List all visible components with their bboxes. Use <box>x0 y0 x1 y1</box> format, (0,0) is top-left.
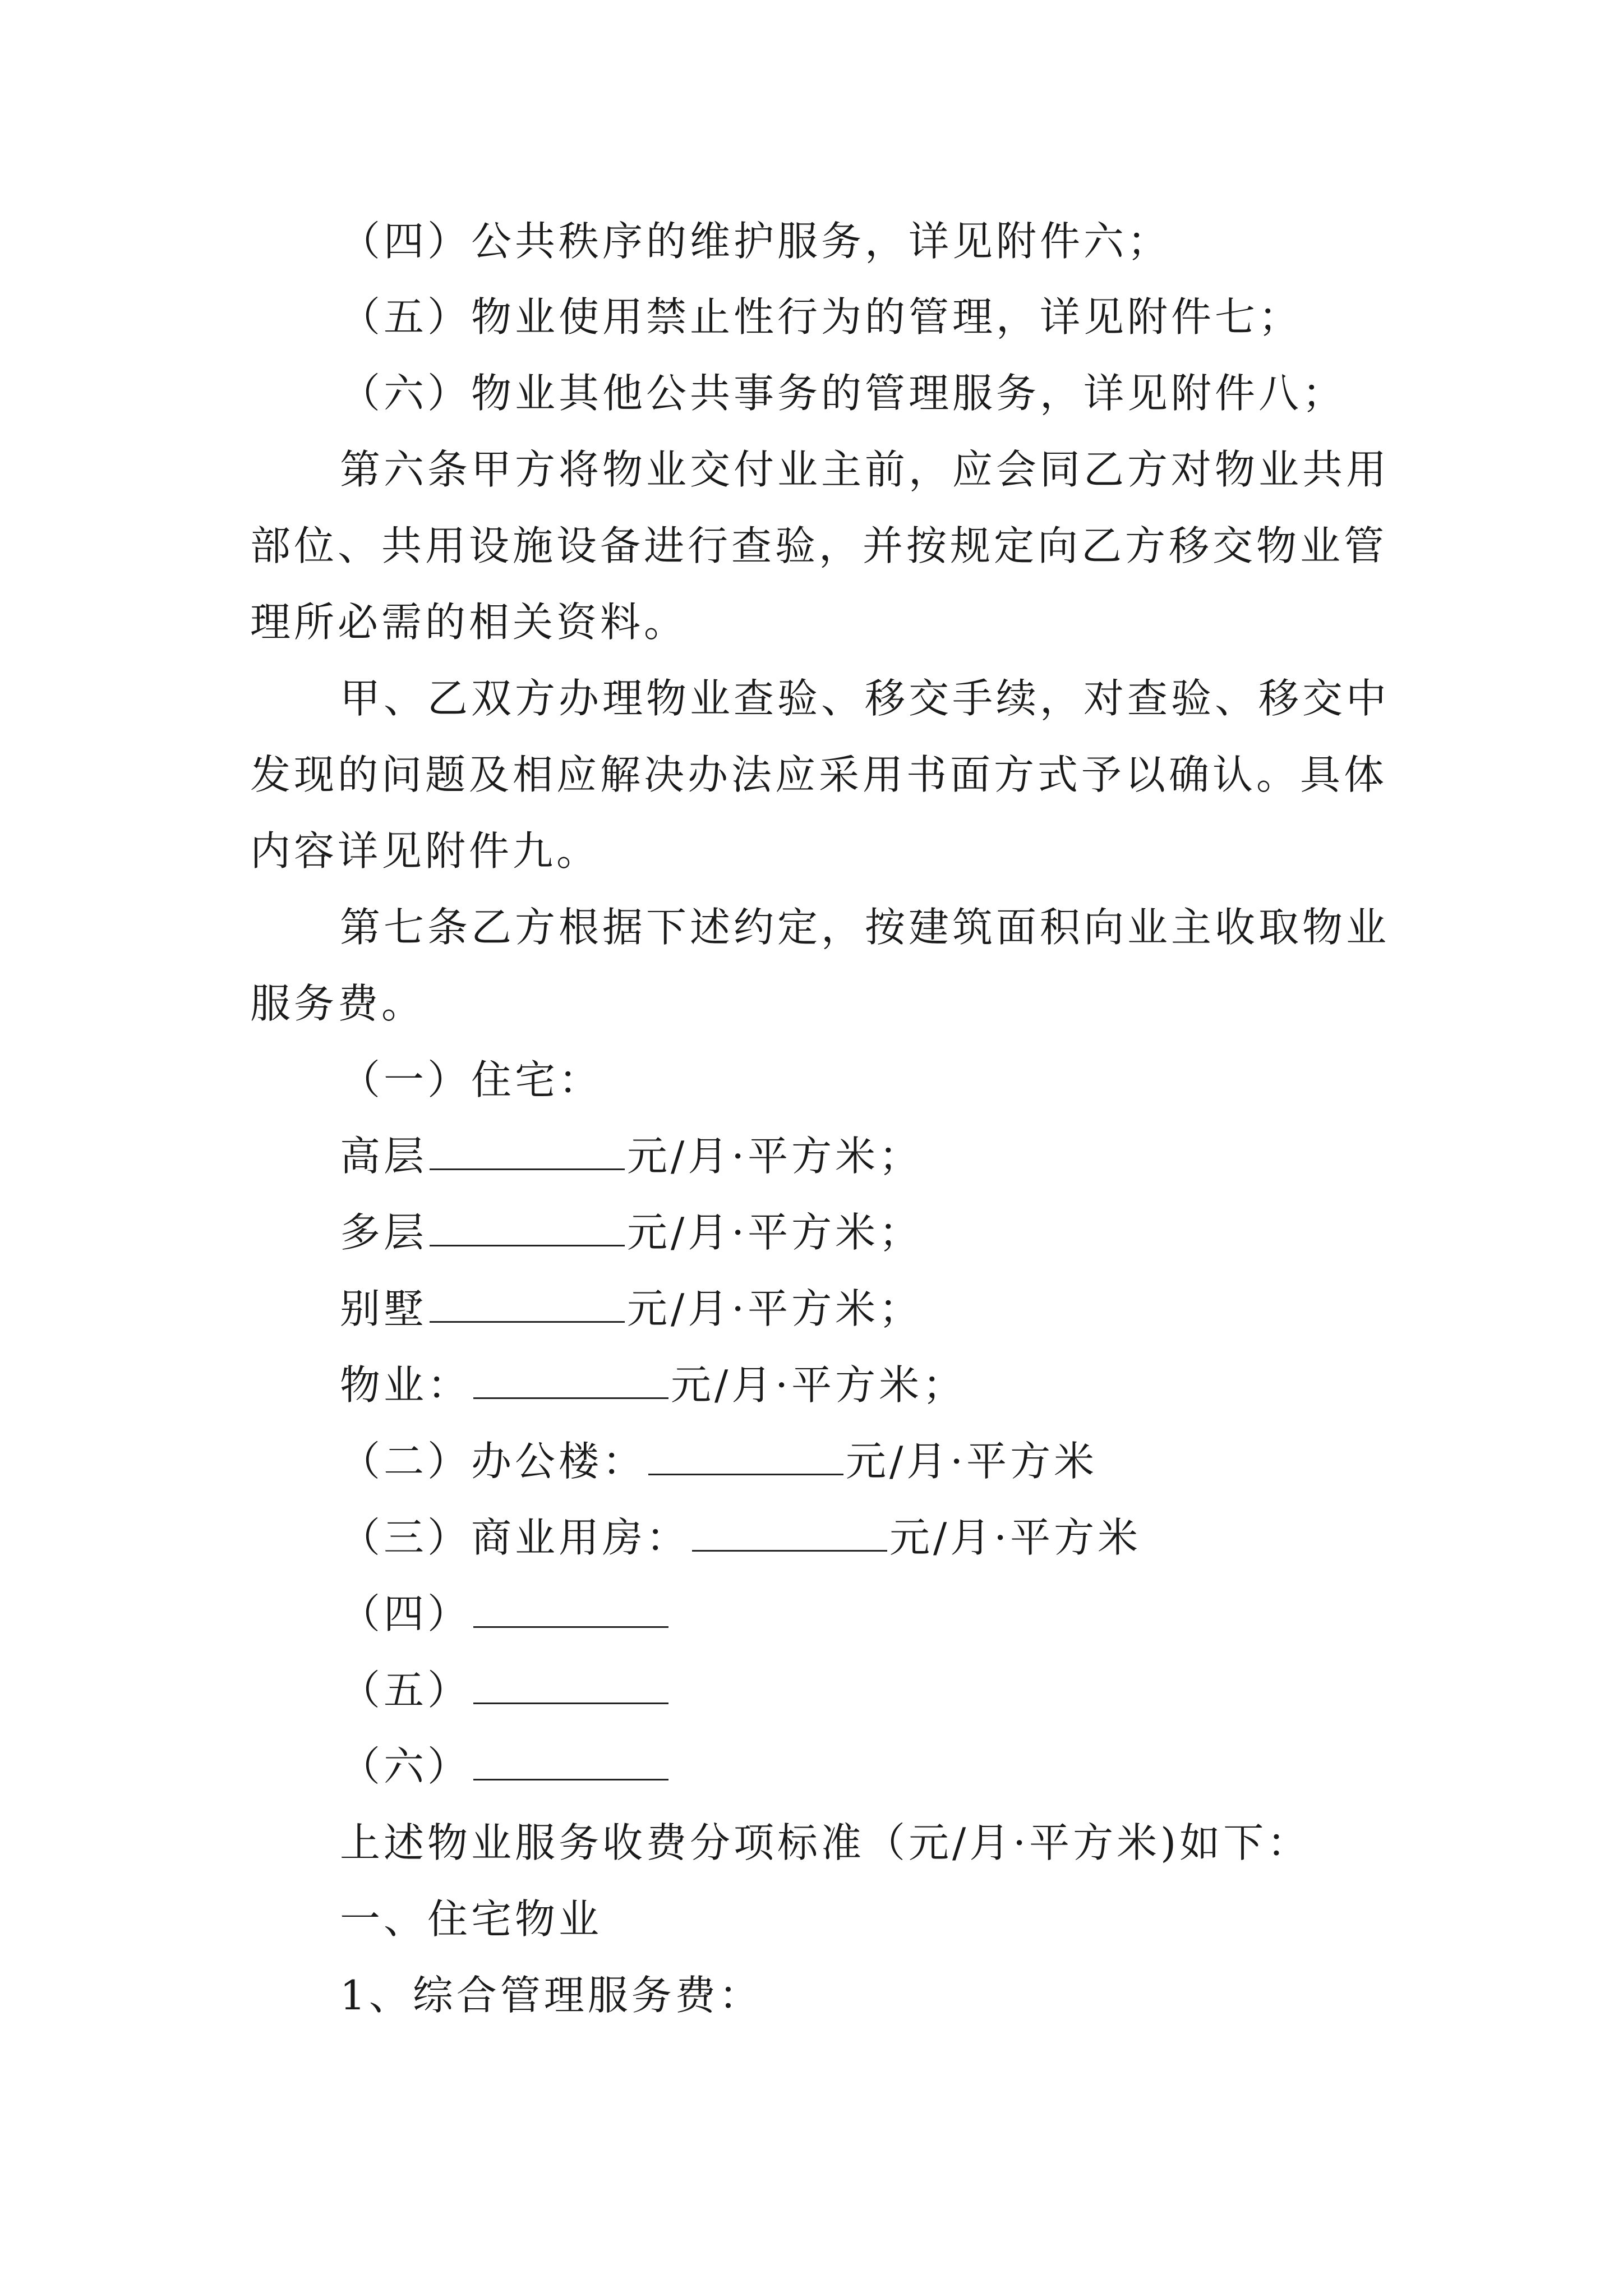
fill-blank <box>430 1127 625 1170</box>
fee-row <box>340 1125 923 1187</box>
fee-unit: 元/月·平方米； <box>671 1361 967 1409</box>
fee-row <box>340 1202 923 1263</box>
fill-blank <box>692 1508 887 1552</box>
item-label: （四） <box>340 1590 472 1637</box>
fee-label: （二）办公楼： <box>340 1438 647 1485</box>
fill-blank <box>473 1585 668 1628</box>
fee-row <box>340 1278 923 1340</box>
fill-blank <box>473 1661 668 1704</box>
fee-label: 高层 <box>340 1133 428 1180</box>
blank-item <box>340 1659 671 1721</box>
fill-blank <box>430 1280 625 1323</box>
paragraph-line: 发现的问题及相应解决办法应采用书面方式予以确认。具体 <box>250 751 1388 798</box>
paragraph-line: 服务费。 <box>250 980 426 1027</box>
fill-blank <box>473 1356 668 1399</box>
fee-label: （三）商业用房： <box>340 1514 690 1561</box>
fee-label: 别墅 <box>340 1285 428 1332</box>
paragraph-line: 内容详见附件九。 <box>250 827 601 875</box>
section-heading: 一、住宅物业 <box>340 1895 603 1943</box>
fee-unit: 元/月·平方米 <box>846 1438 1098 1485</box>
item-label: （五） <box>340 1667 472 1714</box>
fee-row <box>340 1430 1098 1492</box>
item-label: （六） <box>340 1743 472 1790</box>
fee-unit: 元/月·平方米； <box>627 1133 923 1180</box>
fill-blank <box>648 1432 843 1475</box>
paragraph-line: （四）公共秩序的维护服务，详见附件六； <box>340 218 1172 265</box>
fill-blank <box>430 1203 625 1246</box>
paragraph-line: 第六条甲方将物业交付业主前，应会同乙方对物业共用 <box>340 446 1390 493</box>
section-heading: （一）住宅： <box>340 1056 603 1103</box>
paragraph-line: 第七条乙方根据下述约定，按建筑面积向业主收取物业 <box>340 904 1390 951</box>
fill-blank <box>473 1737 668 1780</box>
paragraph-line: 部位、共用设施设备进行查验，并按规定向乙方移交物业管 <box>250 522 1388 569</box>
blank-item <box>340 1583 671 1645</box>
fee-row <box>340 1507 1141 1568</box>
paragraph-line: 甲、乙双方办理物业查验、移交手续，对查验、移交中 <box>340 675 1390 722</box>
fee-unit: 元/月·平方米 <box>889 1514 1142 1561</box>
paragraph-line: （六）物业其他公共事务的管理服务，详见附件八； <box>340 370 1347 417</box>
paragraph-line: 理所必需的相关资料。 <box>250 599 688 646</box>
paragraph-line: （五）物业使用禁止性行为的管理，详见附件七； <box>340 293 1303 341</box>
fee-unit: 元/月·平方米； <box>627 1285 923 1332</box>
paragraph-line: 上述物业服务收费分项标准（元/月·平方米)如下： <box>340 1819 1311 1866</box>
fee-label: 多层 <box>340 1209 428 1256</box>
fee-label: 物业： <box>340 1361 472 1409</box>
blank-item <box>340 1736 671 1797</box>
fee-unit: 元/月·平方米； <box>627 1209 923 1256</box>
fee-row <box>340 1354 966 1416</box>
subsection-heading: 1、综合管理服务费： <box>340 1972 763 2019</box>
